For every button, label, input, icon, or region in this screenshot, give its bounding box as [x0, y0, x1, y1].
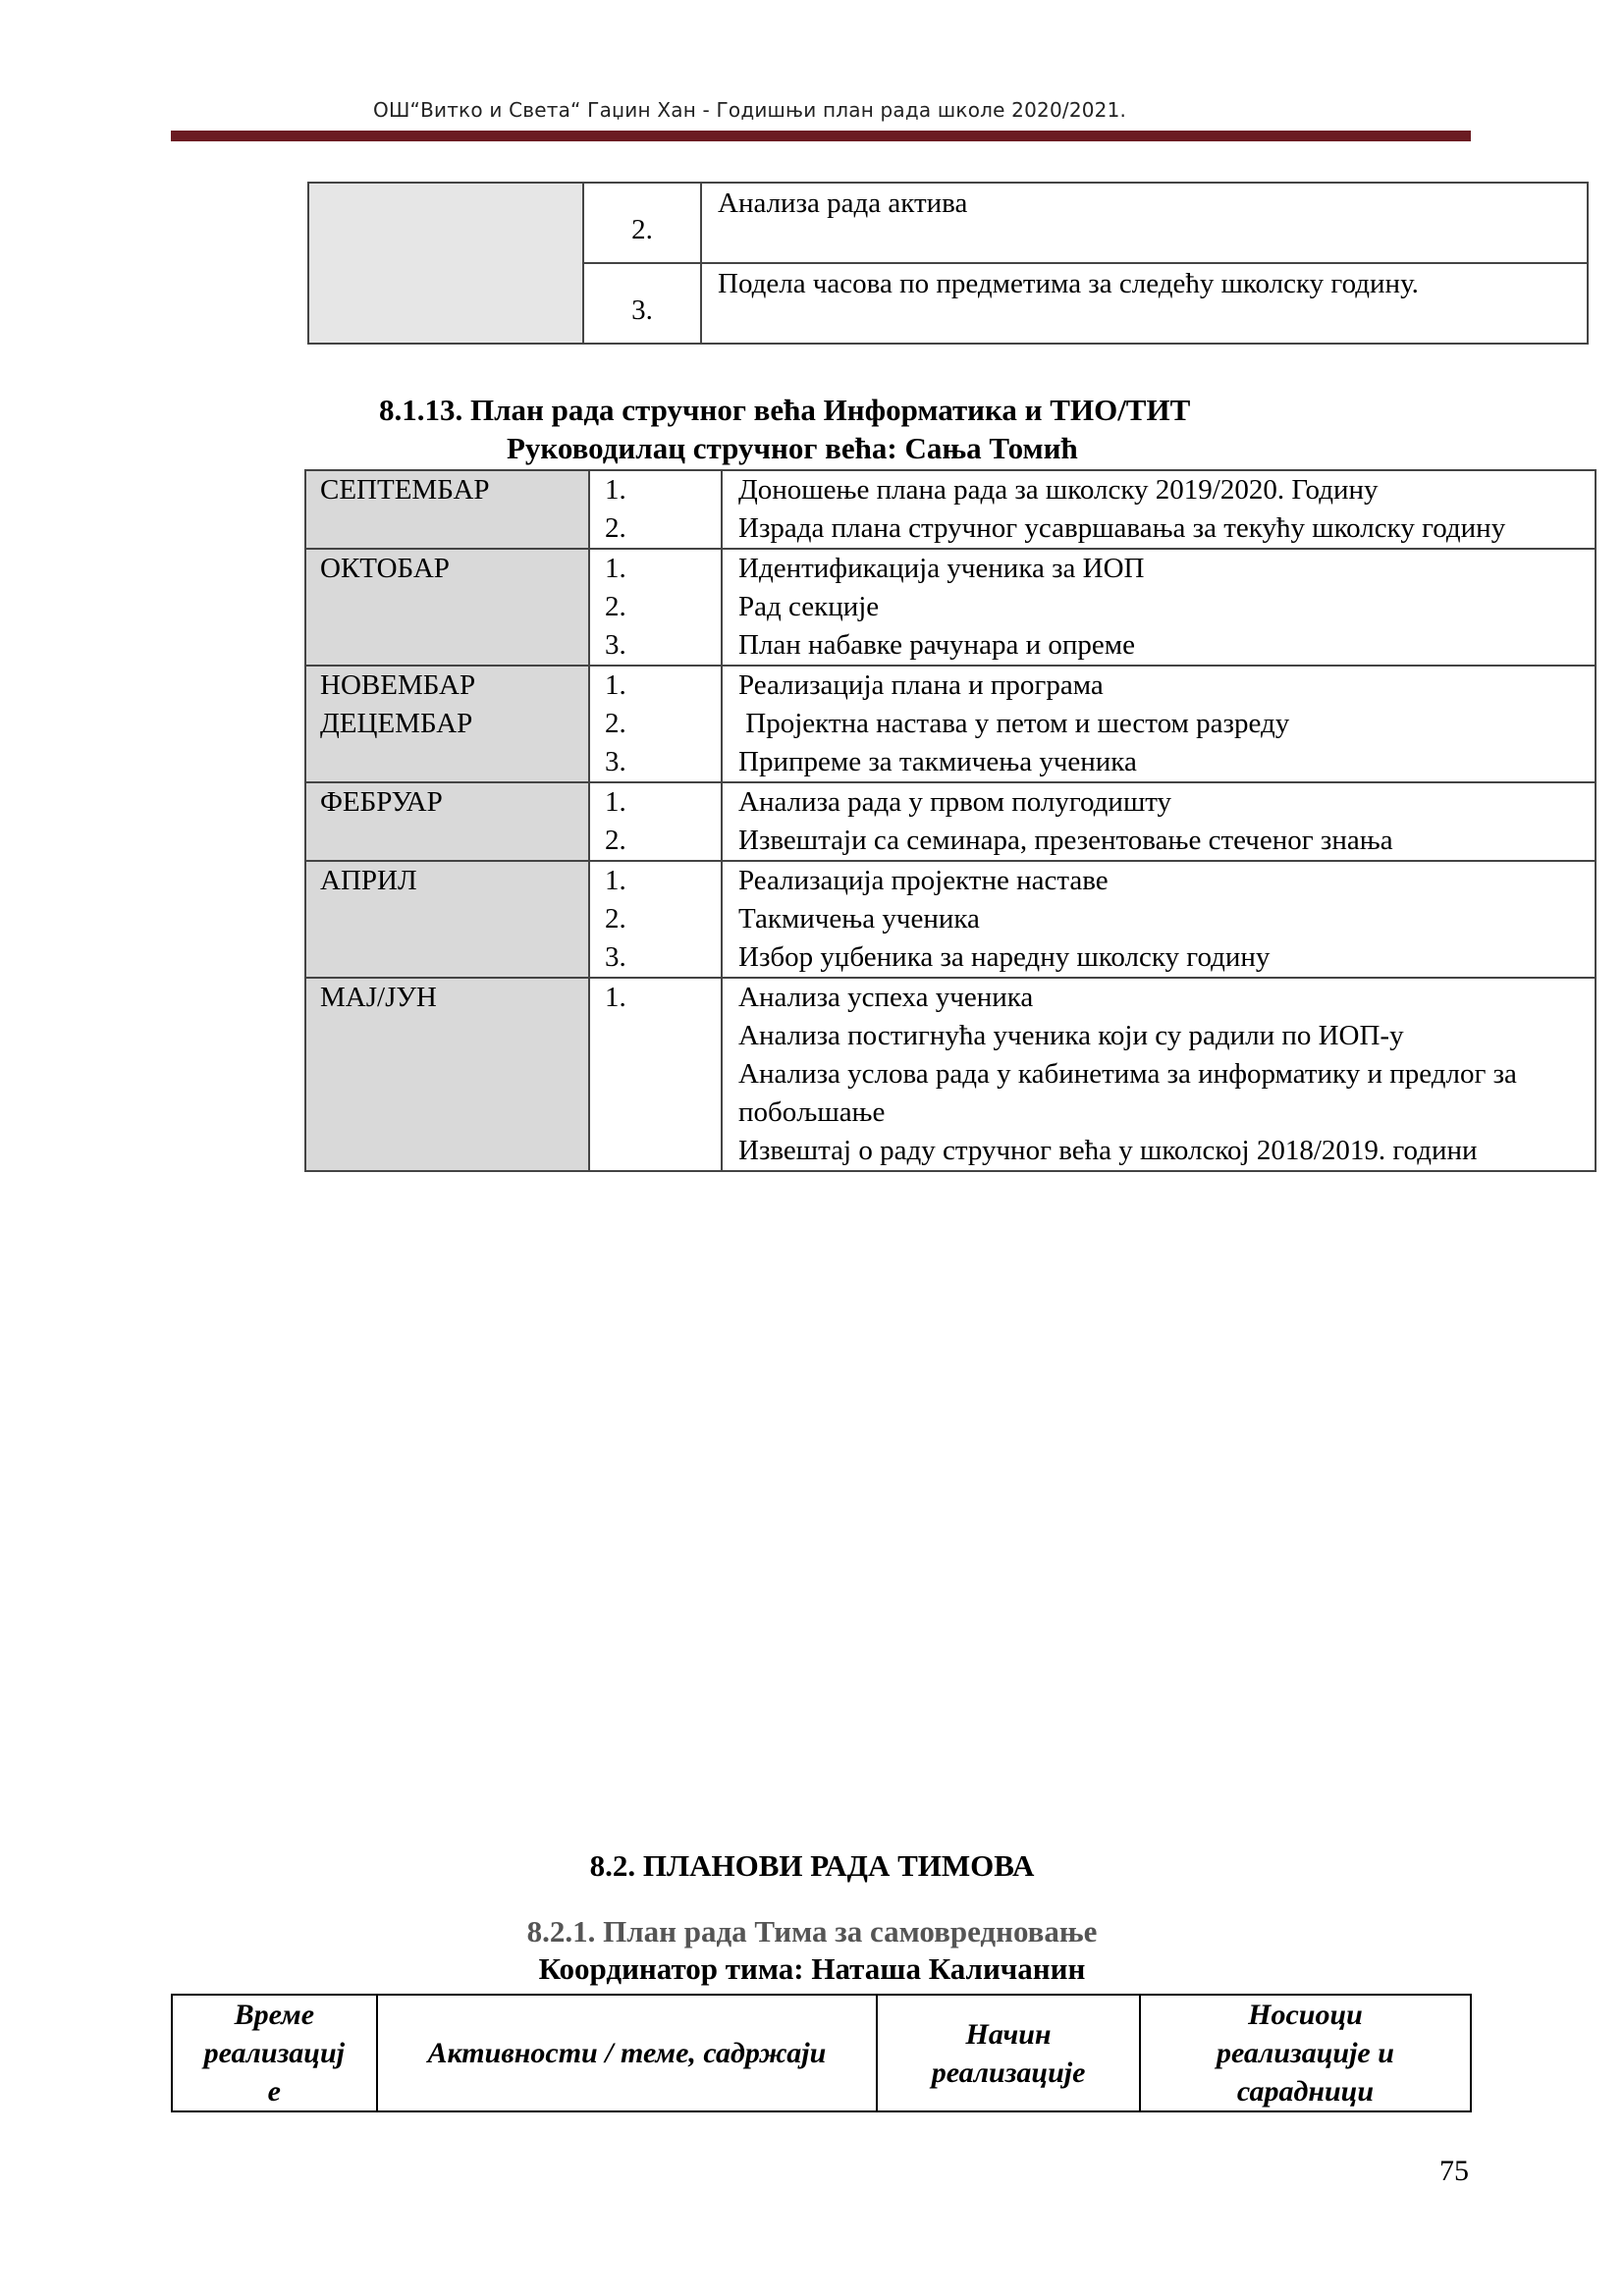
item-numbers-cell: 1. 2.	[589, 782, 722, 861]
table-row	[305, 861, 1596, 978]
running-header: ОШ“Витко и Света“ Гаџин Хан - Годишњи план рада школе 2020/2021.	[373, 98, 1127, 122]
table-header-row	[172, 1995, 1471, 2111]
activities-cell: Реализација плана и програма Пројектна настава у петом и шестом разреду Припреме за такмичења ученика	[722, 666, 1596, 782]
activities-cell: Анализа успеха ученика Анализа постигнућа ученика који су радили по ИОП-у Анализа услова рада у кабинетима за информатику и предлог за побољшање Извештај о раду стручног већа у школској 2018/2019. години	[722, 978, 1596, 1171]
table-row	[305, 666, 1596, 782]
table-row	[305, 978, 1596, 1171]
row-number: 3.	[583, 263, 701, 344]
header-rule	[171, 131, 1471, 141]
row-number: 2.	[583, 183, 701, 263]
team-coordinator: Координатор тима: Наташа Каличанин	[538, 1951, 1086, 1986]
council-plan-table	[304, 469, 1597, 1172]
team-plan-table	[171, 1994, 1472, 2112]
table-row	[305, 549, 1596, 666]
activities-cell: Реализација пројектне наставе Такмичења ученика Избор уџбеника за наредну школску годину	[722, 861, 1596, 978]
activities-cell: Доношење плана рада за школску 2019/2020. Годину Израда плана стручног усавршавања за текућу школску годину	[722, 470, 1596, 549]
section-subtitle-8-2-1: 8.2.1. План рада Тима за самовредновање	[526, 1914, 1098, 1949]
month-cell: АПРИЛ	[305, 861, 589, 978]
activity-cell: Подела часова по предметима за следећу школску годину.	[701, 263, 1588, 344]
continuation-table	[307, 182, 1589, 345]
month-cell: СЕПТЕМБАР	[305, 470, 589, 549]
section-title-8-2: 8.2. ПЛАНОВИ РАДА ТИМОВА	[589, 1848, 1035, 1883]
column-header-participants: Носиоци реализације и сарадници	[1140, 1995, 1471, 2111]
activities-cell: Идентификација ученика за ИОП Рад секције План набавке рачунара и опреме	[722, 549, 1596, 666]
shaded-cell	[308, 183, 583, 344]
month-cell: ОКТОБАР	[305, 549, 589, 666]
item-numbers-cell: 1. 2. 3.	[589, 549, 722, 666]
table-row	[308, 183, 1588, 263]
table-row	[305, 782, 1596, 861]
item-numbers-cell: 1. 2.	[589, 470, 722, 549]
column-header-time: Време реализациј е	[172, 1995, 377, 2111]
council-leader: Руководилац стручног већа: Сања Томић	[507, 431, 1078, 465]
month-cell: НОВЕМБАР ДЕЦЕМБАР	[305, 666, 589, 782]
month-cell: ФЕБРУАР	[305, 782, 589, 861]
column-header-method: Начин реализације	[877, 1995, 1140, 2111]
item-numbers-cell: 1. 2. 3.	[589, 861, 722, 978]
item-numbers-cell: 1. 2. 3.	[589, 666, 722, 782]
month-cell: МАЈ/ЈУН	[305, 978, 589, 1171]
activity-cell: Анализа рада актива	[701, 183, 1588, 263]
section-title-8-1-13: 8.1.13. План рада стручног већа Информатика и ТИО/ТИТ	[379, 393, 1191, 427]
column-header-activities: Активности / теме, садржаји	[377, 1995, 878, 2111]
table-row	[305, 470, 1596, 549]
item-numbers-cell: 1.	[589, 978, 722, 1171]
page-number: 75	[1439, 2155, 1469, 2187]
activities-cell: Анализа рада у првом полугодишту Извештаји са семинара, презентовање стеченог знања	[722, 782, 1596, 861]
